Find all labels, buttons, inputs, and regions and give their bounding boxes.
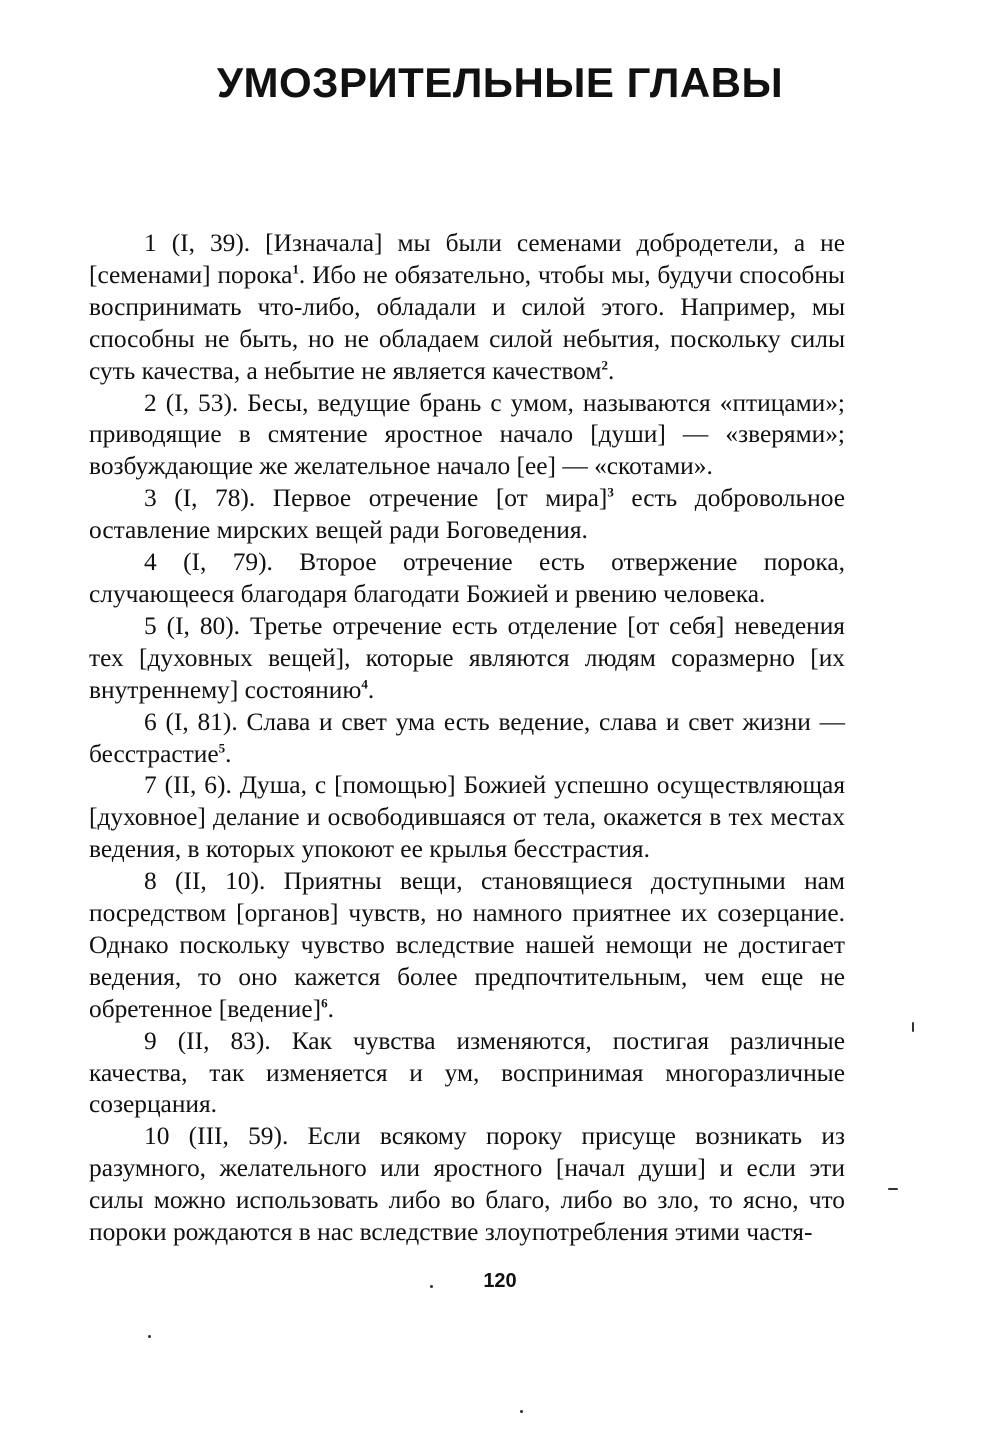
paragraph-text: 4 (I, 79). Второе отречение есть отвержение порока, случающееся благодаря благодати Божией и рвению человека. [89, 548, 845, 608]
paragraph-text: 3 (I, 78). Первое отречение [от мира] [144, 484, 608, 513]
page-number: 120 [483, 1270, 517, 1292]
paragraph-text: 5 (I, 80). Третье отречение есть отделение [от себя] неведения тех [духовных вещей], которые являются людям соразмерно [их внутреннему] состоянию [89, 611, 845, 704]
footnote-marker: 1 [292, 261, 299, 277]
paragraph-text: . [367, 675, 375, 704]
paragraph-text: . [607, 356, 615, 385]
paragraph [89, 388, 845, 484]
footnote-marker: 3 [607, 484, 614, 500]
scan-speck [430, 1285, 433, 1288]
footnote-marker: 4 [361, 676, 368, 692]
scan-speck [148, 1335, 151, 1338]
paragraph-text: 10 (III, 59). Если всякому пороку присуще возникать из разумного, желательного или яростного [начал души] и если эти силы можно использовать либо во благо, либо во зло, то ясно, что пороки рождаются в нас вследствие злоупотребления этими частя- [89, 1122, 845, 1247]
paragraph [89, 1121, 845, 1249]
body-text [89, 228, 845, 1249]
scan-speck [888, 1188, 898, 1190]
paragraph-text: 6 (I, 81). Слава и свет ума есть ведение, слава и свет жизни — бесстрастие [89, 707, 845, 768]
paragraph-text: . [327, 994, 334, 1023]
paragraph [89, 1026, 845, 1122]
paragraph-text: 9 (II, 83). Как чувства изменяются, постигая различные качества, так изменяется и ум, воспринимая многоразличные созерцания. [89, 1026, 845, 1119]
paragraph-text: есть добровольное оставление мирских вещей ради Боговедения. [89, 484, 845, 545]
paragraph [89, 611, 845, 707]
paragraph [89, 228, 845, 388]
paragraph [89, 707, 845, 771]
paragraph-text: 1 (I, 39). [Изначала] мы были семенами добродетели, а не [семенами] порока [89, 229, 845, 289]
footnote-marker: 5 [218, 740, 226, 756]
paragraph [89, 770, 845, 866]
scan-speck [520, 1410, 523, 1413]
paragraph [89, 483, 845, 547]
footnote-marker: 2 [601, 357, 608, 373]
footnote-marker: 6 [321, 995, 328, 1011]
paragraph-text: 8 (II, 10). Приятны вещи, становящиеся доступными нам посредством [органов] чувств, но намного приятнее их созерцание. Однако поскольку чувство вследствие нашей немощи не достигает ведения, то оно кажется более предпочтительным, чем еще не обретенное [ведение] [89, 867, 845, 1023]
paragraph [89, 866, 845, 1026]
paragraph [89, 547, 845, 611]
paragraph-text: 7 (II, 6). Душа, с [помощью] Божией успешно осуществляющая [духовное] делание и освободившаяся от тела, окажется в тех местах ведения, в которых упокоют ее крылья бесстрастия. [89, 771, 845, 864]
paragraph-text: . [225, 739, 232, 768]
paragraph-text: . Ибо не обязательно, чтобы мы, будучи способны воспринимать что-либо, обладали и силой этого. Например, мы способны не быть, но не обладаем силой небытия, поскольку силы суть качества, а небытие не является качеством [89, 260, 845, 385]
scan-speck [912, 1022, 914, 1032]
page-title: УМОЗРИТЕЛЬНЫЕ ГЛАВЫ [216, 59, 784, 106]
paragraph-text: 2 (I, 53). Бесы, ведущие брань с умом, называются «птицами»; приводящие в смятение яростное начало [души] — «зверями»; возбуждающие же желательное начало [ее] — «скотами». [89, 388, 845, 481]
